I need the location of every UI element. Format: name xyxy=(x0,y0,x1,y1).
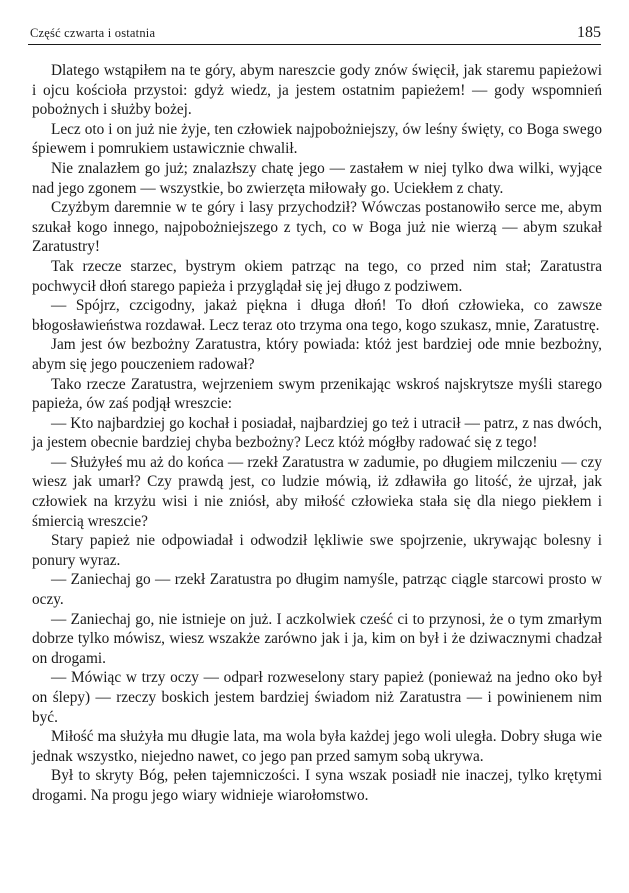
paragraph: — Kto najbardziej go kochał i posiadał, najbardziej go też i utracił — patrz, z nas dwóch, ja jestem obecnie bardziej chyba bezbożny? Lecz któż mógłby radować się z tego! xyxy=(32,414,602,452)
paragraph: Czyżbym daremnie w te góry i lasy przychodził? Wówczas postanowiło serce me, abym szukał kogo innego, najpobożniejszego z tych, co w Boga już nie wierzą — abym szukał Zaratustry! xyxy=(32,199,602,256)
paragraph: — Zaniechaj go — rzekł Zaratustra po długim namyśle, patrząc ciągle starcowi prosto w oczy. xyxy=(32,571,602,609)
paragraph: — Mówiąc w trzy oczy — odparł rozweselony stary papież (ponieważ na jedno oko był on ślepy) — rzeczy boskich jestem bardziej świadom niż Zaratustra — i powinienem nim być. xyxy=(32,669,602,726)
running-header xyxy=(28,22,601,45)
paragraph: Tak rzecze starzec, bystrym okiem patrząc na tego, co przed nim stał; Zaratustra pochwycił dłoń starego papieża i przyglądał się jej długo z podziwem. xyxy=(32,257,602,295)
paragraph: — Zaniechaj go, nie istnieje on już. I aczkolwiek cześć ci to przynosi, że o tym zmarłym dobrze tylko mówisz, wiesz wszakże zarówno jak i ja, kim on był i że dziwacznymi chadzał on drogami. xyxy=(32,610,602,667)
paragraph: Dlatego wstąpiłem na te góry, abym nareszcie gody znów święcił, jak staremu papieżowi i ojcu kościoła przystoi: gdyż wiedz, ja jestem ostatnim papieżem! — gody wspomnień pobożnych i służby bożej. xyxy=(32,62,602,119)
paragraph: Miłość ma służyła mu długie lata, ma wola była każdej jego woli uległa. Dobry sługa wie jednak wszystko, niejedno nawet, co jego pan przed samym sobą ukrywa. xyxy=(32,728,602,765)
page-number: 185 xyxy=(577,24,601,41)
paragraph: Lecz oto i on już nie żyje, ten człowiek najpobożniejszy, ów leśny święty, co Boga swego śpiewem i pomrukiem ustawicznie chwalił. xyxy=(32,120,602,158)
paragraph: — Służyłeś mu aż do końca — rzekł Zaratustra w zadumie, po długiem milczeniu — czy wiesz jak umarł? Czy prawdą jest, co ludzie mówią, iż zdławiła go litość, że ujrzał, jak człowiek na krzyżu wisi i nie zniósł, aby miłość człowieka stała się dla niego piekłem i śmiercią wreszcie? xyxy=(32,453,602,530)
paragraph: Był to skryty Bóg, pełen tajemniczości. I syna wszak posiadł nie inaczej, tylko krętymi drogami. Na progu jego wiary widnieje wiarołomstwo. xyxy=(32,767,602,804)
paragraph: — Spójrz, czcigodny, jakaż piękna i długa dłoń! To dłoń człowieka, co zawsze błogosławieństwa rozdawał. Lecz teraz oto trzyma ona tego, kogo szukasz, mnie, Zaratustrę. xyxy=(32,297,602,334)
paragraph: Jam jest ów bezbożny Zaratustra, który powiada: któż jest bardziej ode mnie bezbożny, abym się jego pouczeniem radował? xyxy=(32,336,602,373)
body-text xyxy=(32,61,602,806)
paragraph: Tako rzecze Zaratustra, wejrzeniem swym przenikając wskroś najskrytsze myśli starego papieża, ów zaś podjął wreszcie: xyxy=(32,375,602,413)
section-title: Część czwarta i ostatnia xyxy=(30,26,156,40)
paragraph: Stary papież nie odpowiadał i odwodził lękliwie swe spojrzenie, ukrywając bolesny i ponury wyraz. xyxy=(32,532,602,569)
paragraph: Nie znalazłem go już; znalazłszy chatę jego — zastałem w niej tylko dwa wilki, wyjące nad jego zgonem — wszystkie, bo zwierzęta miłowały go. Uciekłem z chaty. xyxy=(32,159,602,197)
